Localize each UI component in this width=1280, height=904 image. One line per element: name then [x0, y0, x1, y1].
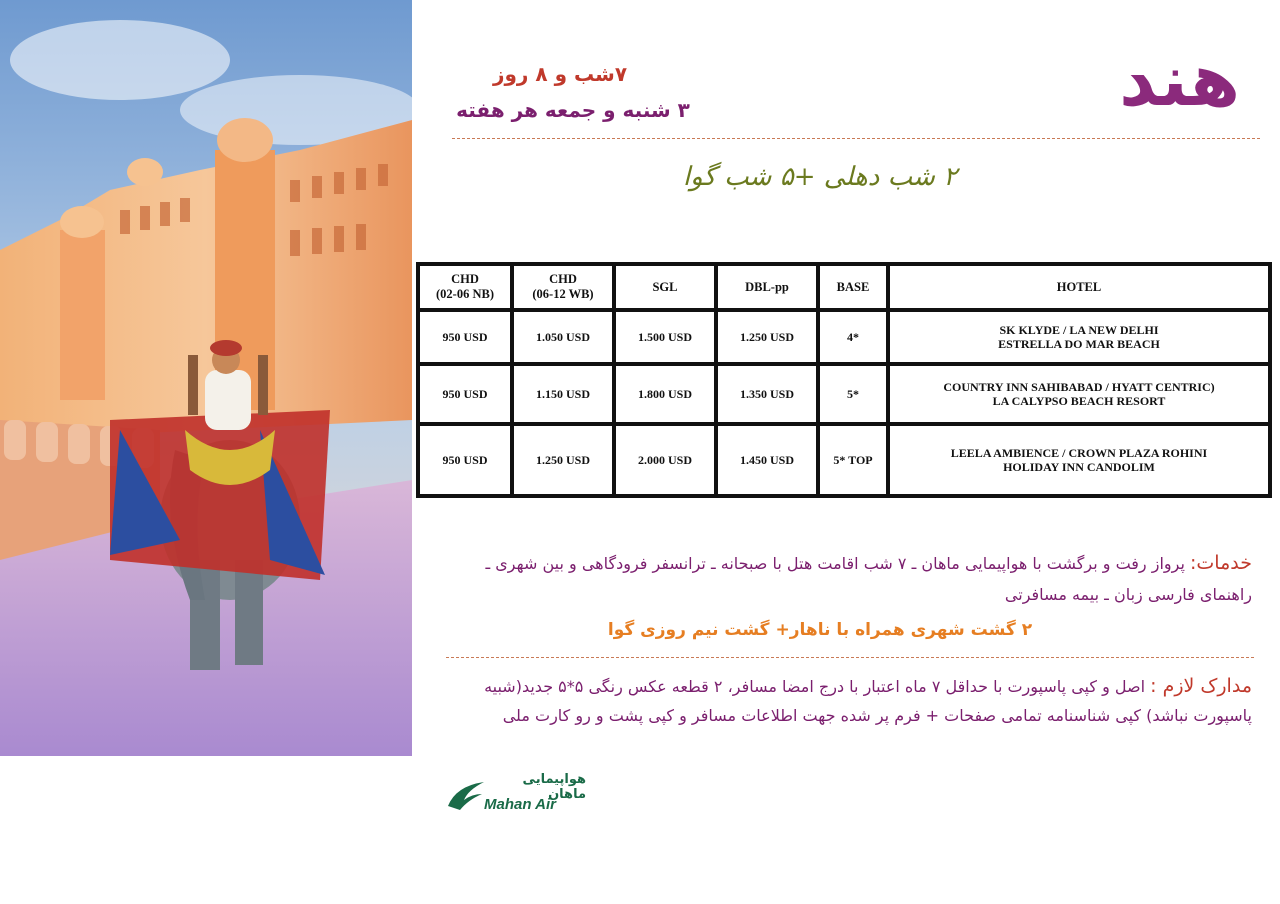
row2-base: 5*: [820, 366, 886, 422]
services-label: خدمات:: [1190, 552, 1252, 574]
row1-base: 4*: [820, 312, 886, 362]
services-block: [446, 548, 1252, 610]
header-sgl: SGL: [616, 266, 714, 308]
row1-sgl: 1.500 USD: [616, 312, 714, 362]
row2-chd-wb: 1.150 USD: [514, 366, 612, 422]
services-text: پرواز رفت و برگشت با هواپیمایی ماهان ـ ۷ شب اقامت هتل با صبحانه ـ ترانسفر فرودگاهی و بین شهری ـ راهنمای فارسی زبان ـ بیمه مسافرتی: [485, 554, 1252, 604]
route-text: ۲ شب دهلی +۵ شب گوا: [682, 162, 958, 192]
row1-hotel: SK KLYDE / LA NEW DELHI ESTRELLA DO MAR BEACH: [890, 312, 1268, 362]
departure-days-text: ۳ شنبه و جمعه هر هفته: [456, 98, 690, 122]
destination-title: [1119, 40, 1240, 120]
documents-label: مدارک لازم :: [1150, 675, 1252, 697]
row3-chd-nb: 950 USD: [420, 426, 510, 494]
row3-base: 5* TOP: [820, 426, 886, 494]
header-chd-wb: CHD (06-12 WB): [514, 266, 612, 308]
header-base: BASE: [820, 266, 886, 308]
logo-fa-text: هواپیمایی ماهان: [522, 772, 586, 802]
documents-block: [446, 672, 1252, 730]
mahan-air-logo: [446, 772, 586, 818]
row2-hotel: COUNTRY INN SAHIBABAD / HYATT CENTRIC) LA CALYPSO BEACH RESORT: [890, 366, 1268, 422]
row3-dbl: 1.450 USD: [718, 426, 816, 494]
tour-text: ۲ گشت شهری همراه با ناهار+ گشت نیم روزی گوا: [607, 620, 1033, 640]
divider: [446, 657, 1254, 658]
row2-dbl: 1.350 USD: [718, 366, 816, 422]
destination-title-text: هند: [1119, 38, 1240, 122]
row1-dbl: 1.250 USD: [718, 312, 816, 362]
row2-chd-nb: 950 USD: [420, 366, 510, 422]
divider: [452, 138, 1260, 139]
logo-en-text: Mahan Air: [484, 796, 556, 813]
header-dbl: DBL-pp: [718, 266, 816, 308]
bird-icon: [446, 776, 486, 816]
duration-text: ۷شب و ۸ روز: [492, 62, 628, 86]
elephant-palace-painting: [0, 0, 412, 756]
row3-sgl: 2.000 USD: [616, 426, 714, 494]
row3-chd-wb: 1.250 USD: [514, 426, 612, 494]
price-table: [416, 262, 1272, 498]
row1-chd-nb: 950 USD: [420, 312, 510, 362]
header-chd-nb: CHD (02-06 NB): [420, 266, 510, 308]
row3-hotel: LEELA AMBIENCE / CROWN PLAZA ROHINI HOLIDAY INN CANDOLIM: [890, 426, 1268, 494]
header-hotel: HOTEL: [890, 266, 1268, 308]
row2-sgl: 1.800 USD: [616, 366, 714, 422]
row1-chd-wb: 1.050 USD: [514, 312, 612, 362]
documents-text: اصل و کپی پاسپورت با حداقل ۷ ماه اعتبار با درج امضا مسافر، ۲ قطعه عکس رنگی ۵*۵ جدید(شبیه پاسپورت نباشد) کپی شناسنامه تمامی صفحات + فرم پر شده جهت اطلاعات مسافر و کپی پشت و رو کارت ملی: [484, 677, 1252, 725]
